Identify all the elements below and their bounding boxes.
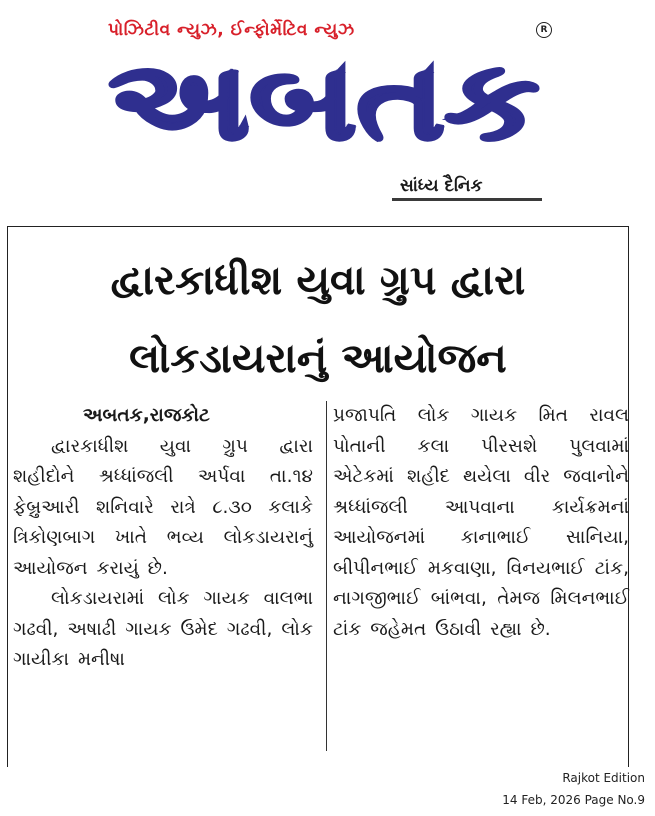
paragraph-3: પ્રજાપતિ લોક ગાયક મિત રાવલ પોતાની કલા પીરસશે પુલવામાં એટેકમાં શહીદ થયેલા વીર જવાનોને શ્રધ્ધાંજલી આપવાના કાર્યક્રમનાં આયોજનમાં કાનાભાઈ સાનિયા, બીપીનભાઈ મકવાણા, વિનયભાઈ ટાંક, નાગજીભાઈ બાંભવા, તેમજ મિલનભાઈ ટાંક જહેમત ઉઠાવી રહ્યા છે.: [333, 405, 629, 640]
paragraph-2: લોકડાયરામાં લોક ગાયક વાલભા ગઢવી, અષાઢી ગાયક ઉમેદ ગઢવી, લોક ગાયીકા મનીષા: [13, 588, 313, 670]
subbrand-label: સાંધ્ય દૈનિક: [400, 176, 483, 196]
column-divider: [326, 401, 327, 751]
headline-line-2: લોકડાયરાનું આયોજન: [129, 334, 507, 382]
edition-label: Rajkot Edition: [562, 771, 645, 785]
masthead: [0, 0, 655, 210]
abtak-logo: [104, 46, 544, 156]
page-info: 14 Feb, 2026 Page No.9: [502, 793, 645, 807]
headline-line-1: દ્વારકાધીશ યુવા ગ્રુપ દ્વારા: [110, 256, 526, 304]
article-column-left: [13, 401, 313, 676]
dateline: અબતક,રાજકોટ: [83, 405, 210, 426]
tagline: પોઝિટીવ ન્યુઝ, ઈન્ફોર્મેટિવ ન્યુઝ: [108, 20, 355, 40]
paragraph-1: દ્વારકાધીશ યુવા ગ્રુપ દ્વારા શહીદોને શ્રધ્ધાંજલી અર્પવા તા.૧૪ ફેબ્રુઆરી શનિવારે રાત્રે ૮.૩૦ કલાકે ત્રિકોણબાગ ખાતે ભવ્ય લોકડાયરાનું આયોજન કરાયું છે.: [13, 435, 313, 579]
article-column-right: [333, 401, 629, 645]
news-article: [7, 226, 629, 767]
logo-wordmark: અબતક: [109, 46, 539, 156]
subbrand-underline: [392, 198, 542, 201]
headline: [8, 241, 628, 397]
registered-mark-icon: R: [536, 22, 552, 38]
